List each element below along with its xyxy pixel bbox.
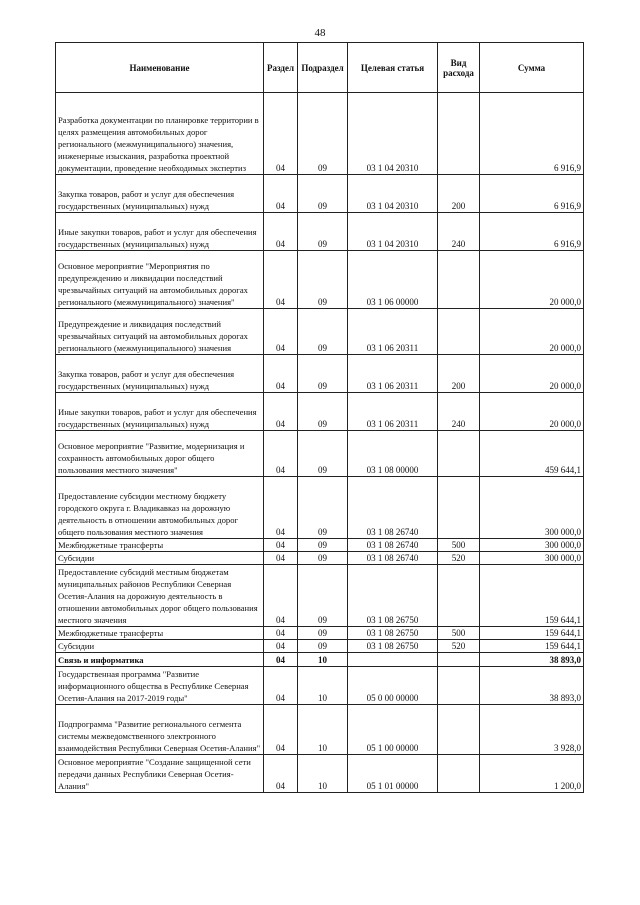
- row-subsection: 10: [298, 653, 348, 667]
- row-name: Закупка товаров, работ и услуг для обеспечения государственных (муниципальных) нужд: [56, 355, 264, 393]
- row-subsection: 10: [298, 755, 348, 793]
- row-type: [438, 251, 480, 309]
- row-sum: 300 000,0: [480, 539, 584, 552]
- header-row: [56, 43, 584, 93]
- row-section: 04: [264, 393, 298, 431]
- row-section: 04: [264, 213, 298, 251]
- row-section: 04: [264, 175, 298, 213]
- table-row: [56, 640, 584, 653]
- row-target: [348, 653, 438, 667]
- row-sum: 20 000,0: [480, 309, 584, 355]
- header-sum: Сумма: [480, 43, 584, 93]
- row-name: Предупреждение и ликвидация последствий чрезвычайных ситуаций на автомобильных дорогах регионального (межмуниципального) значения: [56, 309, 264, 355]
- row-section: 04: [264, 640, 298, 653]
- table-row: [56, 667, 584, 705]
- row-section: 04: [264, 251, 298, 309]
- row-sum: 159 644,1: [480, 627, 584, 640]
- row-target: 03 1 06 20311: [348, 309, 438, 355]
- row-subsection: 09: [298, 539, 348, 552]
- row-type: 500: [438, 539, 480, 552]
- row-subsection: 09: [298, 627, 348, 640]
- row-name: Предоставление субсидий местным бюджетам муниципальных районов Республики Северная Осетия-Алания на дорожную деятельность в отношении автомобильных дорог общего пользования местного значения: [56, 565, 264, 627]
- row-type: [438, 755, 480, 793]
- row-sum: 6 916,9: [480, 93, 584, 175]
- row-name: Основное мероприятие "Мероприятия по предупреждению и ликвидации последствий чрезвычайных ситуаций на автомобильных дорогах регионального (межмуниципального) значения": [56, 251, 264, 309]
- row-type: 200: [438, 355, 480, 393]
- row-subsection: 09: [298, 93, 348, 175]
- row-type: [438, 431, 480, 477]
- header-section: Раздел: [264, 43, 298, 93]
- row-target: 03 1 06 00000: [348, 251, 438, 309]
- row-type: [438, 477, 480, 539]
- table-row: [56, 552, 584, 565]
- row-sum: 459 644,1: [480, 431, 584, 477]
- row-target: 05 0 00 00000: [348, 667, 438, 705]
- table-row: [56, 431, 584, 477]
- row-name: Межбюджетные трансферты: [56, 539, 264, 552]
- row-target: 03 1 08 26750: [348, 565, 438, 627]
- row-name: Закупка товаров, работ и услуг для обеспечения государственных (муниципальных) нужд: [56, 175, 264, 213]
- page-number: 48: [314, 27, 326, 39]
- row-subsection: 10: [298, 667, 348, 705]
- header-target: Целевая статья: [348, 43, 438, 93]
- row-target: 05 1 01 00000: [348, 755, 438, 793]
- table-row: [56, 755, 584, 793]
- row-section: 04: [264, 431, 298, 477]
- row-type: [438, 667, 480, 705]
- row-target: 03 1 04 20310: [348, 93, 438, 175]
- row-sum: 300 000,0: [480, 552, 584, 565]
- table-row: [56, 309, 584, 355]
- row-type: 200: [438, 175, 480, 213]
- row-sum: 20 000,0: [480, 355, 584, 393]
- row-type: [438, 309, 480, 355]
- row-type: [438, 653, 480, 667]
- row-target: 03 1 08 26750: [348, 627, 438, 640]
- row-type: 520: [438, 552, 480, 565]
- table-row: [56, 477, 584, 539]
- row-sum: 3 928,0: [480, 705, 584, 755]
- row-name: Межбюджетные трансферты: [56, 627, 264, 640]
- table-row: [56, 251, 584, 309]
- table-row: [56, 653, 584, 667]
- row-type: [438, 705, 480, 755]
- row-sum: 6 916,9: [480, 175, 584, 213]
- table-row: [56, 175, 584, 213]
- row-name: Связь и информатика: [56, 653, 264, 667]
- row-sum: 20 000,0: [480, 251, 584, 309]
- row-subsection: 09: [298, 309, 348, 355]
- row-sum: 38 893,0: [480, 653, 584, 667]
- row-target: 03 1 08 26750: [348, 640, 438, 653]
- row-name: Иные закупки товаров, работ и услуг для обеспечения государственных (муниципальных) нужд: [56, 393, 264, 431]
- row-type: 240: [438, 213, 480, 251]
- row-subsection: 09: [298, 640, 348, 653]
- row-section: 04: [264, 705, 298, 755]
- table-row: [56, 705, 584, 755]
- row-name: Предоставление субсидии местному бюджету городского округа г. Владикавказ на дорожную деятельность в отношении автомобильных дорог общего пользования местного значения: [56, 477, 264, 539]
- row-type: 520: [438, 640, 480, 653]
- table-row: [56, 393, 584, 431]
- row-name: Основное мероприятие "Создание защищенной сети передачи данных Республики Северная Осетия-Алания": [56, 755, 264, 793]
- row-target: 03 1 06 20311: [348, 355, 438, 393]
- row-subsection: 09: [298, 175, 348, 213]
- row-type: 240: [438, 393, 480, 431]
- header-type: Вид расхода: [438, 43, 480, 93]
- row-target: 03 1 04 20310: [348, 175, 438, 213]
- row-name: Иные закупки товаров, работ и услуг для обеспечения государственных (муниципальных) нужд: [56, 213, 264, 251]
- row-sum: 159 644,1: [480, 565, 584, 627]
- row-sum: 38 893,0: [480, 667, 584, 705]
- row-target: 03 1 08 00000: [348, 431, 438, 477]
- row-name: Подпрограмма "Развитие регионального сегмента системы межведомственного электронного взаимодействия Республики Северная Осетия-Алания": [56, 705, 264, 755]
- header-name: Наименование: [56, 43, 264, 93]
- budget-table: [55, 42, 584, 793]
- row-section: 04: [264, 355, 298, 393]
- row-section: 04: [264, 539, 298, 552]
- row-name: Государственная программа "Развитие информационного общества в Республике Северная Осетия-Алания на 2017-2019 годы": [56, 667, 264, 705]
- row-section: 04: [264, 309, 298, 355]
- row-type: [438, 93, 480, 175]
- row-name: Субсидии: [56, 552, 264, 565]
- row-subsection: 09: [298, 251, 348, 309]
- row-subsection: 09: [298, 565, 348, 627]
- row-target: 03 1 08 26740: [348, 539, 438, 552]
- table-row: [56, 539, 584, 552]
- table-row: [56, 93, 584, 175]
- row-target: 03 1 08 26740: [348, 477, 438, 539]
- table-row: [56, 627, 584, 640]
- row-sum: 300 000,0: [480, 477, 584, 539]
- row-section: 04: [264, 755, 298, 793]
- row-subsection: 09: [298, 393, 348, 431]
- row-section: 04: [264, 93, 298, 175]
- header-subsection: Подраздел: [298, 43, 348, 93]
- row-name: Основное мероприятие "Развитие, модернизация и сохранность автомобильных дорог общего пользования местного значения": [56, 431, 264, 477]
- row-type: [438, 565, 480, 627]
- row-subsection: 09: [298, 552, 348, 565]
- row-section: 04: [264, 667, 298, 705]
- table-row: [56, 213, 584, 251]
- row-sum: 1 200,0: [480, 755, 584, 793]
- row-target: 03 1 08 26740: [348, 552, 438, 565]
- table-body: [56, 93, 584, 793]
- row-section: 04: [264, 565, 298, 627]
- row-target: 03 1 06 20311: [348, 393, 438, 431]
- table-row: [56, 355, 584, 393]
- row-section: 04: [264, 627, 298, 640]
- row-name: Разработка документации по планировке территории в целях размещения автомобильных дорог регионального (межмуниципального) значения, инженерные изыскания, разработка проектной документации, проведение необходимых экспертиз: [56, 93, 264, 175]
- row-section: 04: [264, 653, 298, 667]
- row-section: 04: [264, 552, 298, 565]
- row-type: 500: [438, 627, 480, 640]
- row-subsection: 09: [298, 477, 348, 539]
- row-section: 04: [264, 477, 298, 539]
- row-sum: 6 916,9: [480, 213, 584, 251]
- row-sum: 20 000,0: [480, 393, 584, 431]
- row-subsection: 10: [298, 705, 348, 755]
- row-subsection: 09: [298, 355, 348, 393]
- row-target: 05 1 00 00000: [348, 705, 438, 755]
- row-target: 03 1 04 20310: [348, 213, 438, 251]
- row-subsection: 09: [298, 213, 348, 251]
- row-name: Субсидии: [56, 640, 264, 653]
- row-subsection: 09: [298, 431, 348, 477]
- table-row: [56, 565, 584, 627]
- row-sum: 159 644,1: [480, 640, 584, 653]
